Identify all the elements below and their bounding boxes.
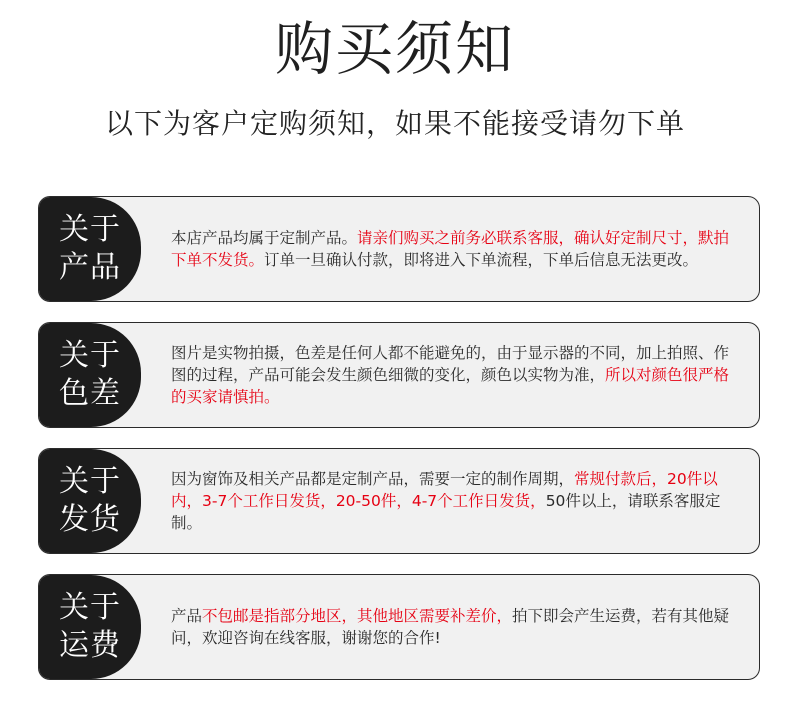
card-label — [39, 323, 141, 427]
page-subtitle: 以下为客户定购须知，如果不能接受请勿下单 — [104, 107, 685, 140]
card-label-line2: 运费 — [59, 628, 121, 663]
card-label-line1: 关于 — [59, 212, 121, 247]
text-segment: 拍下即会产生运费，若有其他疑问，欢迎咨询在线客服，谢谢您的合作! — [171, 607, 730, 647]
card-paragraph — [171, 342, 739, 408]
notice-card-color-difference — [38, 322, 760, 428]
card-paragraph — [171, 468, 739, 534]
card-text — [171, 449, 739, 553]
text-segment: 图片是实物拍摄，色差是任何人都不能避免的，由于显示器的不同，加上拍照、作图的过程，产品可能会发生颜色细微的变化，颜色以实物为准， — [171, 344, 730, 384]
text-segment: 因为窗饰及相关产品都是定制产品，需要一定的制作周期， — [171, 470, 575, 488]
card-label-line1: 关于 — [59, 590, 121, 625]
card-label-line1: 关于 — [59, 464, 121, 499]
notice-card-shipping — [38, 448, 760, 554]
highlight-text-segment: 所以对颜色很严格的买家请慎拍。 — [171, 366, 730, 406]
text-segment: 50件以上，请联系客服定制。 — [171, 492, 721, 532]
card-label-line1: 关于 — [59, 338, 121, 373]
page-title: 购买须知 — [274, 15, 515, 83]
text-segment: 本店产品均属于定制产品。 — [171, 229, 358, 247]
text-segment: 订单一旦确认付款，即将进入下单流程，下单后信息无法更改。 — [264, 251, 699, 269]
card-label-line2: 产品 — [59, 250, 121, 285]
card-text — [171, 197, 739, 301]
highlight-text-segment: 不包邮是指部分地区，其他地区需要补差价， — [202, 607, 513, 625]
card-label — [39, 449, 141, 553]
card-label-line2: 色差 — [59, 376, 121, 411]
highlight-text-segment: 常规付款后，20件以内，3-7个工作日发货，20-50件，4-7个工作日发货， — [171, 470, 718, 510]
card-label — [39, 197, 141, 301]
notice-card-freight — [38, 574, 760, 680]
highlight-text-segment: 请亲们购买之前务必联系客服，确认好定制尺寸，默拍下单不发货。 — [171, 229, 730, 269]
card-text — [171, 575, 739, 679]
card-paragraph — [171, 227, 739, 271]
text-segment: 产品 — [171, 607, 203, 625]
card-label — [39, 575, 141, 679]
notice-card-product — [38, 196, 760, 302]
card-text — [171, 323, 739, 427]
card-paragraph — [171, 605, 739, 649]
card-label-line2: 发货 — [59, 502, 121, 537]
